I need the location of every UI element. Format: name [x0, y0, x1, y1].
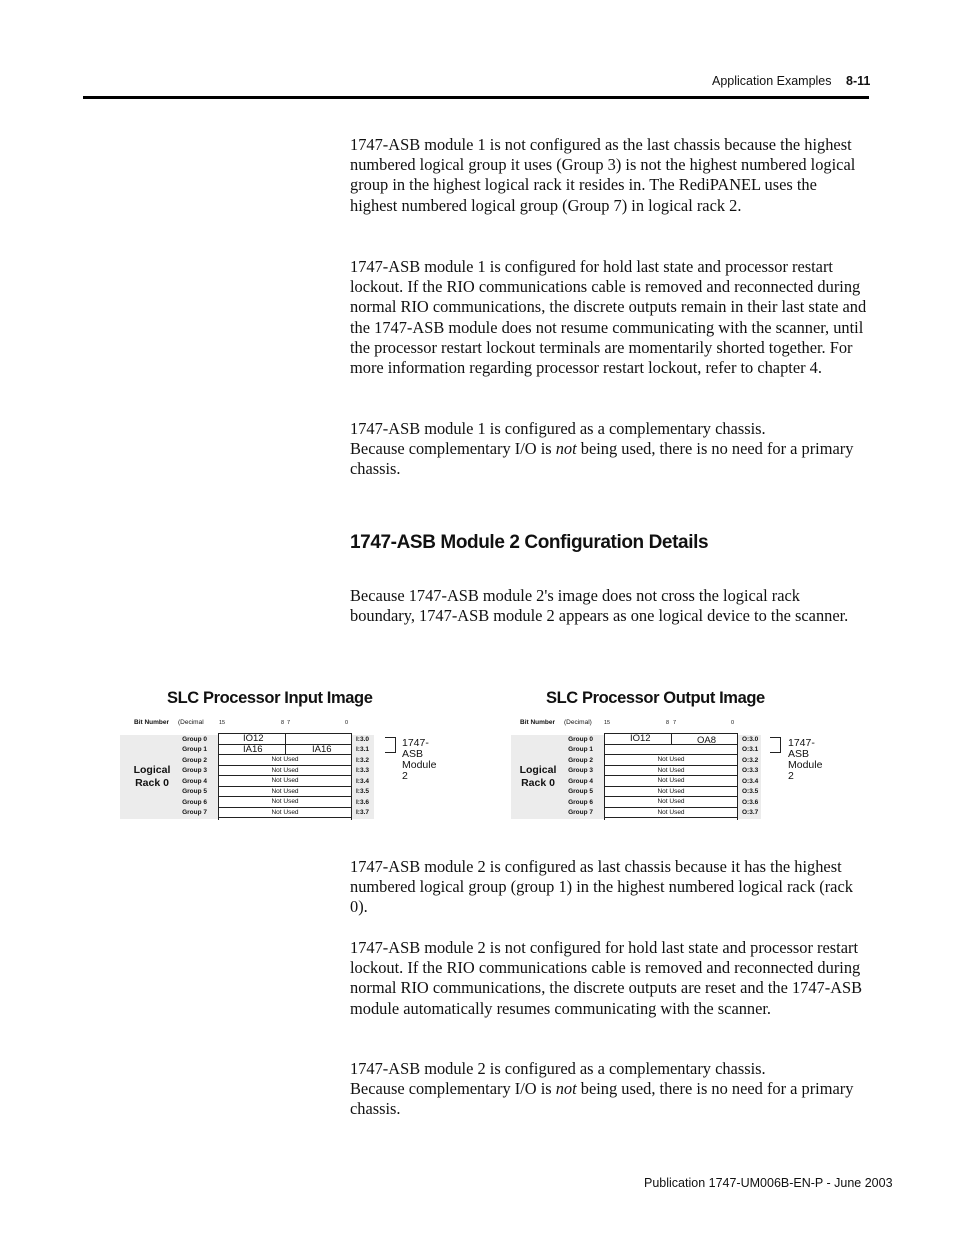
output-rack-line2: Rack 0 — [521, 777, 555, 789]
input-not-used: Not Used — [271, 766, 299, 774]
output-table-row — [605, 745, 737, 756]
output-group-label: Group 7 — [568, 809, 593, 816]
output-address: O:3.2 — [742, 757, 759, 764]
output-bit-number-label: Bit Number — [520, 719, 556, 726]
input-table-row — [219, 808, 351, 819]
input-table-row — [219, 755, 351, 766]
output-group-label: Group 3 — [568, 767, 593, 774]
paragraph-7-emphasis: not — [555, 1079, 577, 1099]
output-address: O:3.7 — [742, 809, 759, 816]
output-image-grid — [604, 733, 738, 820]
input-group-label: Group 7 — [182, 809, 207, 816]
output-group-label: Group 6 — [568, 799, 593, 806]
input-table-row — [219, 787, 351, 798]
output-table-row — [605, 808, 737, 819]
input-row1-left: IA16 — [243, 743, 263, 755]
input-not-used: Not Used — [271, 756, 299, 763]
output-group-label: Group 4 — [568, 778, 593, 785]
paragraph-7-post: being used, there is no need for a primary chassis. — [350, 1079, 854, 1119]
input-address: I:3.1 — [356, 746, 370, 753]
input-group-label: Group 3 — [182, 767, 207, 774]
output-bit-15: 15 — [604, 720, 611, 726]
input-decimal-label: (Decimal — [178, 719, 204, 726]
input-bit-7: 7 — [287, 720, 291, 726]
input-table-row — [219, 776, 351, 787]
paragraph-2: 1747-ASB module 1 is configured for hold last state and processor restart lockout. If the RIO communications cable is removed and reconnected during normal RIO communications, the discrete outputs remain in their last state and the 1747-ASB module does not resume communicating with the scanner, until the processor restart lockout terminals are momentarily shorted together. For more information regarding processor restart lockout, refer to chapter 4. — [350, 257, 867, 378]
input-address: I:3.3 — [356, 767, 370, 774]
output-module-bracket — [770, 737, 781, 753]
paragraph-7-line1: 1747-ASB module 2 is configured as a complementary chassis. — [350, 1059, 766, 1078]
paragraph-7-pre: Because complementary I/O is — [350, 1079, 556, 1099]
input-address: I:3.6 — [356, 799, 370, 806]
paragraph-7 — [350, 1059, 868, 1120]
section-heading: 1747-ASB Module 2 Configuration Details — [350, 532, 709, 553]
input-address: I:3.7 — [356, 809, 370, 816]
output-image-title: SLC Processor Output Image — [546, 689, 765, 707]
output-table-row — [605, 755, 737, 766]
input-row1-right: IA16 — [312, 743, 332, 755]
input-module-line1: 1747-ASB — [402, 737, 429, 760]
output-address: O:3.4 — [742, 778, 759, 785]
paragraph-5: 1747-ASB module 2 is configured as last chassis because it has the highest numbered logical group (group 1) in the highest numbered logical rack (rack 0). — [350, 857, 853, 917]
paragraph-4: Because 1747-ASB module 2's image does not cross the logical rack boundary, 1747-ASB module 2 appears as one logical device to the scanner. — [350, 586, 849, 626]
output-table-row — [605, 787, 737, 798]
input-module-line2: Module 2 — [402, 759, 437, 782]
output-not-used: Not Used — [657, 756, 685, 763]
input-module-label — [402, 738, 436, 782]
input-address: I:3.2 — [356, 757, 370, 764]
output-bit-8: 8 — [666, 720, 670, 726]
input-group-label: Group 0 — [182, 736, 207, 743]
output-not-used: Not Used — [657, 798, 685, 805]
paragraph-6: 1747-ASB module 2 is not configured for hold last state and processor restart lockout. If the RIO communications cable is removed and reconnected during normal RIO communications, the discrete outputs are reset and the 1747-ASB module automatically resumes communicating with the scanner. — [350, 938, 863, 1018]
input-image-title: SLC Processor Input Image — [167, 689, 373, 707]
paragraph-3-emphasis: not — [555, 439, 577, 459]
output-bit-7: 7 — [673, 720, 677, 726]
input-image-grid — [218, 733, 352, 820]
input-bit-0: 0 — [345, 720, 349, 726]
output-group-label: Group 5 — [568, 788, 593, 795]
output-table-row — [605, 776, 737, 787]
input-group-label: Group 6 — [182, 799, 207, 806]
output-address: O:3.1 — [742, 746, 759, 753]
output-module-line2: Module 2 — [788, 759, 823, 782]
output-not-used: Not Used — [657, 808, 685, 816]
footer-publication: Publication 1747-UM006B-EN-P - June 2003 — [644, 1176, 893, 1190]
input-group-label: Group 4 — [182, 778, 207, 785]
output-address: O:3.0 — [742, 736, 759, 743]
output-module-label — [788, 738, 822, 782]
input-table-row — [219, 766, 351, 777]
input-not-used: Not Used — [271, 787, 299, 795]
input-table-row — [219, 797, 351, 808]
paragraph-1: 1747-ASB module 1 is not configured as the last chassis because the highest numbered logical group it uses (Group 3) is not the highest numbered logical group in the highest logical rack it resides in. The RediPANEL uses the highest numbered logical group (Group 7) in logical rack 2. — [350, 135, 856, 215]
output-table-row — [605, 797, 737, 808]
output-not-used: Not Used — [657, 766, 685, 774]
input-table-row — [219, 745, 351, 756]
input-bit-number-label: Bit Number — [134, 719, 170, 726]
output-table-row — [605, 766, 737, 777]
running-header-title: Application Examples — [712, 74, 832, 88]
output-rack-line1: Logical — [519, 764, 557, 776]
input-group-label: Group 1 — [182, 746, 207, 753]
input-address: I:3.4 — [356, 778, 370, 785]
page-number: 8-11 — [846, 74, 871, 88]
paragraph-3-post: being used, there is no need for a primary chassis. — [350, 439, 854, 479]
input-group-label: Group 5 — [182, 788, 207, 795]
input-not-used: Not Used — [271, 777, 299, 784]
output-address: O:3.6 — [742, 799, 759, 806]
input-not-used: Not Used — [271, 798, 299, 805]
output-module-line1: 1747-ASB — [788, 737, 815, 760]
output-address: O:3.5 — [742, 788, 759, 795]
input-rack-line2: Rack 0 — [135, 777, 169, 789]
output-not-used: Not Used — [657, 787, 685, 795]
output-not-used: Not Used — [657, 777, 685, 784]
output-group-label: Group 2 — [568, 757, 593, 764]
paragraph-3-pre: Because complementary I/O is — [350, 439, 556, 459]
input-module-bracket — [385, 737, 396, 753]
output-bit-0: 0 — [731, 720, 735, 726]
input-address: I:3.5 — [356, 788, 370, 795]
input-group-label: Group 2 — [182, 757, 207, 764]
output-row0-right: OA8 — [697, 735, 717, 746]
output-address: O:3.3 — [742, 767, 759, 774]
input-row0-left: IO12 — [243, 733, 264, 744]
output-table-row — [605, 734, 737, 745]
input-bit-8: 8 — [281, 720, 285, 726]
output-group-label: Group 1 — [568, 746, 593, 753]
input-address: I:3.0 — [356, 736, 370, 743]
input-not-used: Not Used — [271, 808, 299, 816]
output-decimal-label: (Decimal) — [564, 719, 592, 726]
header-rule — [83, 96, 869, 99]
input-rack-line1: Logical — [133, 764, 171, 776]
input-table-row — [219, 734, 351, 745]
output-row0-left: IO12 — [630, 733, 651, 744]
paragraph-3 — [350, 419, 868, 480]
paragraph-3-line1: 1747-ASB module 1 is configured as a complementary chassis. — [350, 419, 766, 438]
input-bit-15: 15 — [219, 720, 226, 726]
output-group-label: Group 0 — [568, 736, 593, 743]
